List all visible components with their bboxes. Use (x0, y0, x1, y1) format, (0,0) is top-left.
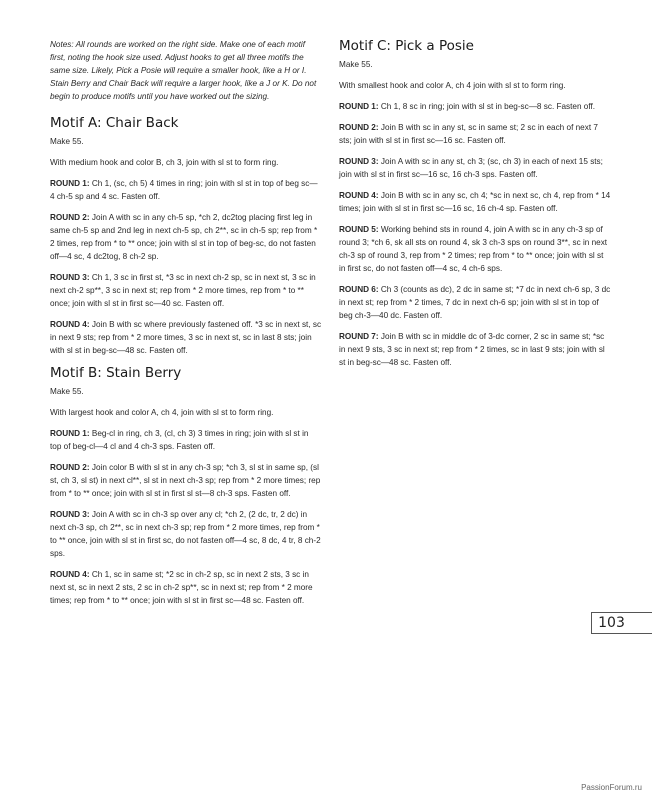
round-text: Ch 1, sc in same st; *2 sc in ch-2 sp, sc in next 2 sts, 3 sc in next st, sc in next 2 sts, 2 sc in ch-2 sp**, sc in next st; rep from * 2 more times; rep from * to ** once; join with sl st in first sc—48 sc. Fasten off. (50, 570, 313, 605)
round-text: Join B with sc in middle dc of 3-dc corner, 2 sc in same st; *sc in next 9 sts, 3 sc in next st; rep from * 2 times, sc in last 9 sts; join with sl st in beg-sc—48 sc. Fasten off. (339, 332, 605, 367)
round-label: ROUND 1: (50, 179, 90, 188)
motif-c-round-1 (339, 100, 611, 113)
motif-a-round-3 (50, 271, 322, 310)
motif-b-title: Motif B: Stain Berry (50, 365, 182, 381)
motif-c-intro: With smallest hook and color A, ch 4 join with sl st to form ring. (339, 81, 566, 90)
motif-a-intro: With medium hook and color B, ch 3, join with sl st to form ring. (50, 158, 279, 167)
motif-c-round-3 (339, 155, 611, 181)
round-label: ROUND 2: (339, 123, 379, 132)
page-number: 103 (591, 612, 631, 634)
notes-paragraph: Notes: All rounds are worked on the right side. Make one of each motif first, noting the hook size used. Adjust hooks to get all three motifs the same size. Likely, Pick a Posie will require a smaller hook, like a H or I. Stain Berry and Chair Back will require a larger hook, like a J or K. Do not begin to produce motifs until you have worked out the sizing. (50, 40, 317, 101)
motif-a-round-2 (50, 211, 322, 263)
round-label: ROUND 3: (50, 273, 90, 282)
motif-c-round-2 (339, 121, 611, 147)
round-label: ROUND 3: (50, 510, 90, 519)
motif-b-round-1 (50, 427, 322, 453)
motif-a-section (50, 115, 322, 357)
watermark: PassionForum.ru (581, 783, 642, 792)
round-label: ROUND 5: (339, 225, 379, 234)
motif-b-intro: With largest hook and color A, ch 4, join with sl st to form ring. (50, 408, 274, 417)
round-text: Ch 1, 8 sc in ring; join with sl st in beg-sc—8 sc. Fasten off. (378, 102, 596, 111)
round-text: Join A with sc in any ch-5 sp, *ch 2, dc2tog placing first leg in same ch-5 sp and 2nd leg in next ch-5 sp, ch 2**, sc in ch-5 sp; rep from * 2 times, rep from * to ** once; join with sl st in top of beg-sc, do not fasten off—4 sc, 4 dc2tog, 8 ch-2 sp. (50, 213, 318, 261)
motif-c-round-7 (339, 330, 611, 369)
motif-a-round-4 (50, 318, 322, 357)
right-column (339, 38, 611, 377)
motif-c-make: Make 55. (339, 60, 373, 69)
round-label: ROUND 1: (50, 429, 90, 438)
motif-b-round-4 (50, 568, 322, 607)
motif-c-round-5 (339, 223, 611, 275)
motif-a-round-1 (50, 177, 322, 203)
round-label: ROUND 2: (50, 213, 90, 222)
round-label: ROUND 6: (339, 285, 379, 294)
motif-a-make: Make 55. (50, 137, 84, 146)
round-text: Join B with sc where previously fastened off. *3 sc in next st, sc in next 9 sts; rep from * 2 more times, 3 sc in next st, sc in last 8 sts; join with sl st in beg-sc—48 sc. Fasten off. (50, 320, 322, 355)
motif-c-round-4 (339, 189, 611, 215)
motif-b-make: Make 55. (50, 387, 84, 396)
round-label: ROUND 1: (339, 102, 379, 111)
motif-b-section (50, 365, 322, 607)
motif-c-round-6 (339, 283, 611, 322)
round-text: Join color B with sl st in any ch-3 sp; *ch 3, sl st in same sp, (sl st, ch 3, sl st) in next cl**, sl st in next ch-3 sp; rep from * 2 more times; rep from * to ** once; join with sl st in first sl st—8 ch-3 sps. Fasten off. (50, 463, 321, 498)
motif-b-round-3 (50, 508, 322, 560)
motif-c-section (339, 38, 611, 369)
round-label: ROUND 4: (339, 191, 379, 200)
round-text: Ch 1, (sc, ch 5) 4 times in ring; join with sl st in top of beg sc—4 ch-5 sp and 4 sc. Fasten off. (50, 179, 318, 201)
round-text: Ch 1, 3 sc in first st, *3 sc in next ch-2 sp, sc in next st, 3 sc in next ch-2 sp**, 3 sc in next st; rep from * 2 more times, rep from * to ** once; join with sl st in first sc—40 sc. Fasten off. (50, 273, 316, 308)
round-label: ROUND 3: (339, 157, 379, 166)
round-label: ROUND 7: (339, 332, 379, 341)
round-label: ROUND 4: (50, 570, 90, 579)
motif-c-title: Motif C: Pick a Posie (339, 38, 474, 54)
round-label: ROUND 4: (50, 320, 90, 329)
round-text: Join B with sc in any sc, ch 4; *sc in next sc, ch 4, rep from * 14 times; join with sl st in first sc—16 sc, 16 ch-4 sp. Fasten off. (339, 191, 611, 213)
motif-b-round-2 (50, 461, 322, 500)
round-text: Join A with sc in any st, ch 3; (sc, ch 3) in each of next 15 sts; join with sl st in first sc—16 sc, 16 ch-3 sps. Fasten off. (339, 157, 603, 179)
motif-a-title: Motif A: Chair Back (50, 115, 179, 131)
round-label: ROUND 2: (50, 463, 90, 472)
round-text: Join B with sc in any st, sc in same st; 2 sc in each of next 7 sts; join with sl st in first sc—16 sc. Fasten off. (339, 123, 598, 145)
page-number-rule-top (631, 612, 652, 613)
round-text: Beg-cl in ring, ch 3, (cl, ch 3) 3 times in ring; join with sl st in top of beg-cl—4 cl and 4 ch-3 sps. Fasten off. (50, 429, 309, 451)
round-text: Ch 3 (counts as dc), 2 dc in same st; *7 dc in next ch-6 sp, 3 dc in next st; rep from * 2 times, 7 dc in next ch-6 sp; join with sl st in top of beg ch-3—40 dc. Fasten off. (339, 285, 611, 320)
round-text: Join A with sc in ch-3 sp over any cl; *ch 2, (2 dc, tr, 2 dc) in next ch-3 sp, ch 2**, sc in next ch-3 sp; rep from * 2 more times, rep from * to ** once, join with sl st in first sc, do not fasten off—4 sc, 8 dc, 4 tr, 8 ch-2 sps. (50, 510, 321, 558)
left-column (50, 38, 322, 615)
round-text: Working behind sts in round 4, join A with sc in any ch-3 sp of round 3; *ch 6, sk all sts on round 4, sk 3 ch-3 sps on round 3**, sc in next ch-3 sp of round 3, rep from * 2 times; rep from * to ** once; join with sl st in first sc, do not fasten off—4 sc, 4 ch-6 sps. (339, 225, 608, 273)
page-number-rule-bottom (631, 633, 652, 634)
